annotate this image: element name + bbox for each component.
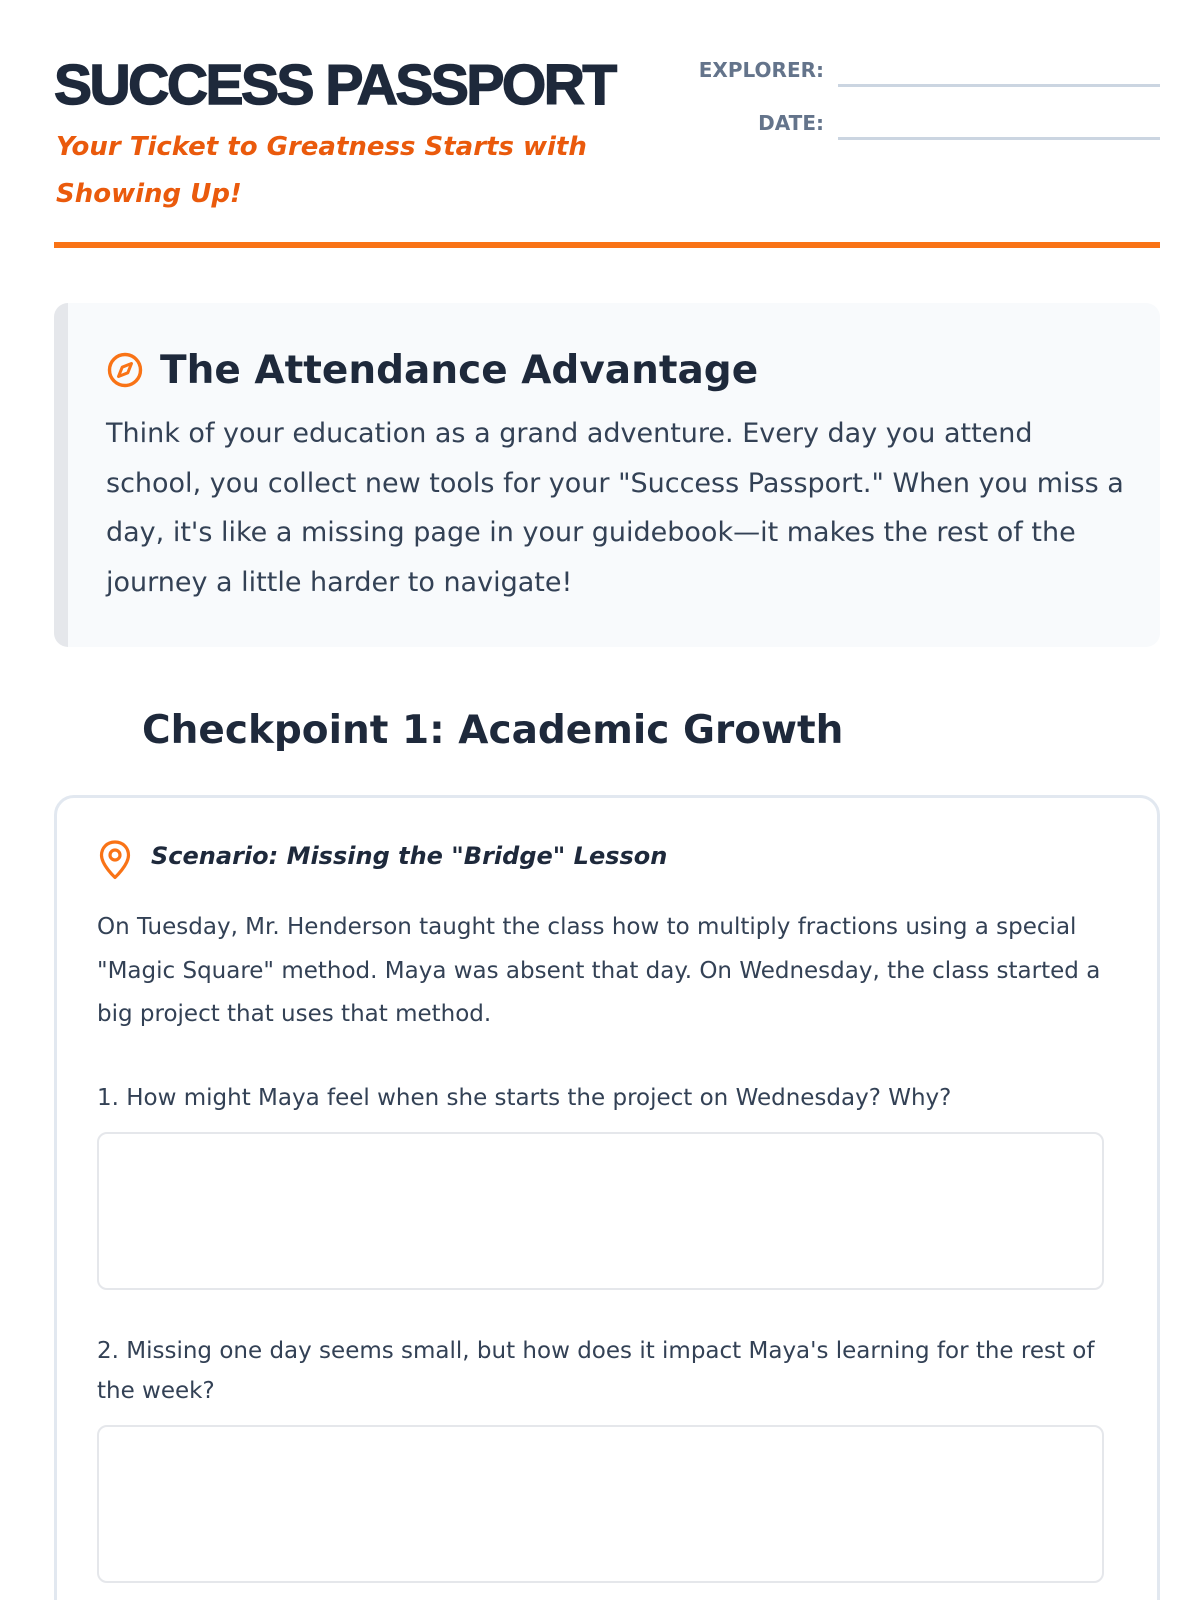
header [54, 0, 1160, 250]
explorer-label: EXPLORER: [698, 58, 824, 82]
date-label: DATE: [758, 111, 824, 135]
intro-title: The Attendance Advantage [160, 348, 759, 393]
header-divider [54, 242, 1160, 248]
worksheet-page [54, 0, 1160, 1600]
answer-2-input[interactable] [97, 1425, 1104, 1583]
tagline: Your Ticket to Greatness Starts with Showing Up! [56, 132, 587, 209]
scenario-card [54, 795, 1160, 1600]
question-1: 1. How might Maya feel when she starts the project on Wednesday? Why? [97, 1085, 952, 1111]
intro-panel [54, 303, 1160, 647]
question-2: 2. Missing one day seems small, but how does it impact Maya's learning for the rest of the week? [97, 1338, 1095, 1404]
map-pin-icon [97, 839, 133, 881]
scenario-text: On Tuesday, Mr. Henderson taught the class how to multiply fractions using a special "Magic Square" method. Maya was absent that day. On Wednesday, the class started a big project that uses that method. [97, 914, 1101, 1027]
compass-icon [106, 351, 144, 389]
explorer-field-row [694, 52, 1160, 92]
scenario-title: Scenario: Missing the "Bridge" Lesson [151, 842, 668, 870]
date-line-input[interactable] [838, 137, 1160, 140]
page-title: SUCCESS PASSPORT [54, 53, 615, 117]
intro-text: Think of your education as a grand adventure. Every day you attend school, you collect new tools for your "Success Passport." When you miss a day, it's like a missing page in your guidebook—it makes the rest of the journey a little harder to navigate! [106, 418, 1124, 598]
answer-1-input[interactable] [97, 1132, 1104, 1290]
checkpoint-title: Checkpoint 1: Academic Growth [142, 708, 844, 753]
date-field-row [694, 105, 1160, 145]
explorer-line-input[interactable] [838, 84, 1160, 87]
